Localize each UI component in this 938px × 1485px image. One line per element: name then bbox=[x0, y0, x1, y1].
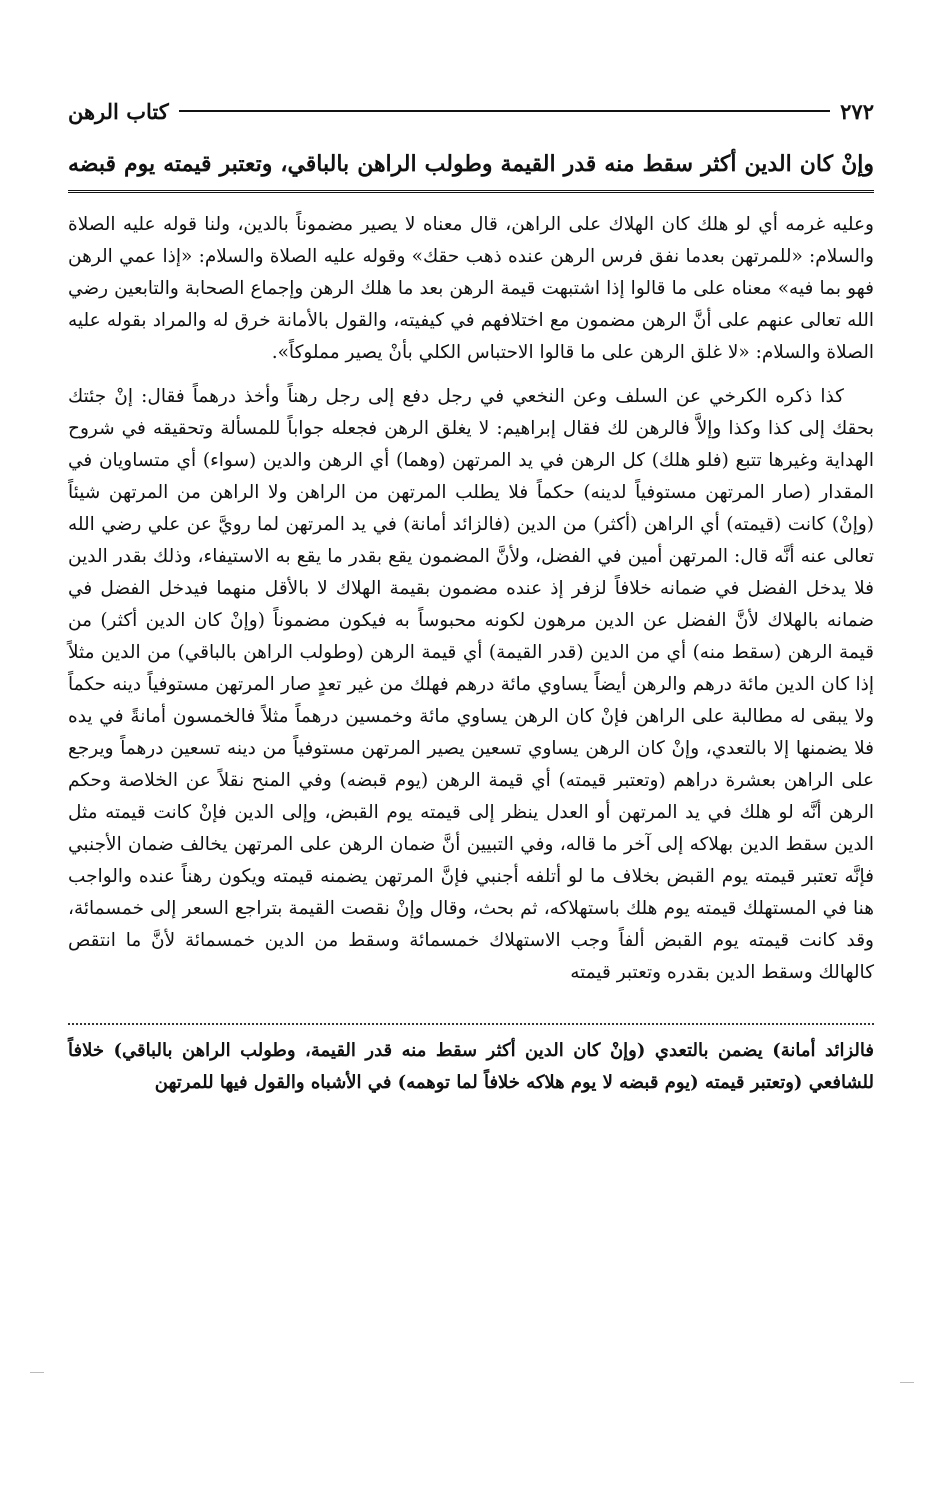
body-paragraph: كذا ذكره الكرخي عن السلف وعن النخعي في رجل دفع إلى رجل رهناً وأخذ درهماً فقال: إنْ جئتك بحقك إلى كذا وكذا وإلاَّ فالرهن لك فقال إبراهيم: لا يغلق الرهن فجعله جواباً للمسألة وتحقيقه في شروح الهداية وغيرها تتبع (فلو هلك) كل الرهن في يد المرتهن (وهما) أي الرهن والدين (سواء) أي متساويان في المقدار (صار المرتهن مستوفياً لدينه) حكماً فلا يطلب المرتهن من الراهن ولا الراهن من المرتهن شيئاً (وإنْ) كانت (قيمته) أي الراهن (أكثر) من الدين (فالزائد أمانة) في يد المرتهن لما رويَّ عن علي رضي الله تعالى عنه أنَّه قال: المرتهن أمين في الفضل، ولأنَّ المضمون يقع بقدر ما يقع به الاستيفاء، وذلك بقدر الدين فلا يدخل الفضل في ضمانه خلافاً لزفر إذ عنده مضمون بقيمة الهلاك لا بالأقل منهما فيدخل الفضل في ضمانه بالهلاك لأنَّ الفضل عن الدين مرهون لكونه محبوساً به فيكون مضموناً (وإنْ كان الدين أكثر) من قيمة الرهن (سقط منه) أي من الدين (قدر القيمة) أي قيمة الرهن (وطولب الراهن بالباقي) من الدين مثلاً إذا كان الدين مائة درهم والرهن أيضاً يساوي مائة درهم فهلك من غير تعدٍ صار المرتهن مستوفياً دينه حكماً ولا يبقى له مطالبة على الراهن فإنْ كان الرهن يساوي مائة وخمسين درهماً مثلاً فالخمسون أمانةً في يده فلا يضمنها إلا بالتعدي، وإنْ كان الرهن يساوي تسعين يصير المرتهن مستوفياً من دينه تسعين درهماً ويرجع على الراهن بعشرة دراهم (وتعتبر قيمته) أي قيمة الرهن (يوم قبضه) وفي المنح نقلاً عن الخلاصة وحكم الرهن أنَّه لو هلك في يد المرتهن أو العدل ينظر إلى قيمته يوم القبض، وإلى الدين فإنْ كانت قيمته مثل الدين سقط الدين بهلاكه إلى آخر ما قاله، وفي التبيين أنَّ ضمان الرهن على المرتهن يخالف ضمان الأجنبي فإنَّه تعتبر قيمته يوم القبض بخلاف ما لو أتلفه أجنبي فإنَّ المرتهن يضمنه قيمته ويكون رهناً عنده والواجب هنا في المستهلك قيمته يوم هلك باستهلاكه، ثم بحث، وقال وإنْ نقصت القيمة بتراجع السعر إلى خمسمائة، وقد كانت قيمته يوم القبض ألفاً وجب الاستهلاك خمسمائة وسقط من الدين خمسمائة لأنَّ ما انتقص كالهالك وسقط الدين بقدره وتعتبر قيمته bbox=[68, 386, 874, 983]
matn-separator bbox=[68, 190, 874, 195]
book-page bbox=[68, 90, 874, 1099]
page-number: ٢٧٢ bbox=[840, 98, 874, 124]
matn-line: وإنْ كان الدين أكثر سقط منه قدر القيمة وطولب الراهن بالباقي، وتعتبر قيمته يوم قبضه bbox=[68, 151, 874, 177]
header-rule bbox=[179, 110, 830, 112]
scan-artifact bbox=[30, 1372, 44, 1373]
body-paragraph: وعليه غرمه أي لو هلك كان الهلاك على الراهن، قال معناه لا يصير مضموناً بالدين، ولنا قوله عليه الصلاة والسلام: «للمرتهن بعدما نفق فرس الرهن عنده ذهب حقك» وقوله عليه الصلاة والسلام: «إذا عمي الرهن فهو بما فيه» معناه على ما قالوا إذا اشتبهت قيمة الرهن بعد ما هلك الرهن وإجماع الصحابة والتابعين رضي الله تعالى عنهم على أنَّ الرهن مضمون مع اختلافهم في كيفيته، والقول بالأمانة خرق له والمراد بقوله عليه الصلاة والسلام: «لا غلق الرهن على ما قالوا الاحتباس الكلي بأنْ يصير مملوكاً». bbox=[68, 214, 874, 363]
footnote-separator bbox=[68, 1023, 874, 1025]
running-header bbox=[68, 90, 874, 132]
footnote-text: فالزائد أمانة) يضمن بالتعدي (وإنْ كان الدين أكثر سقط منه قدر القيمة، وطولب الراهن بالباقي) خلافاً للشافعي (وتعتبر قيمته (يوم قبضه لا يوم هلاكه خلافاً لما توهمه) في الأشباه والقول فيها للمرتهن bbox=[68, 1040, 874, 1093]
scan-artifact bbox=[900, 1382, 914, 1383]
chapter-title: كتاب الرهن bbox=[68, 98, 169, 124]
